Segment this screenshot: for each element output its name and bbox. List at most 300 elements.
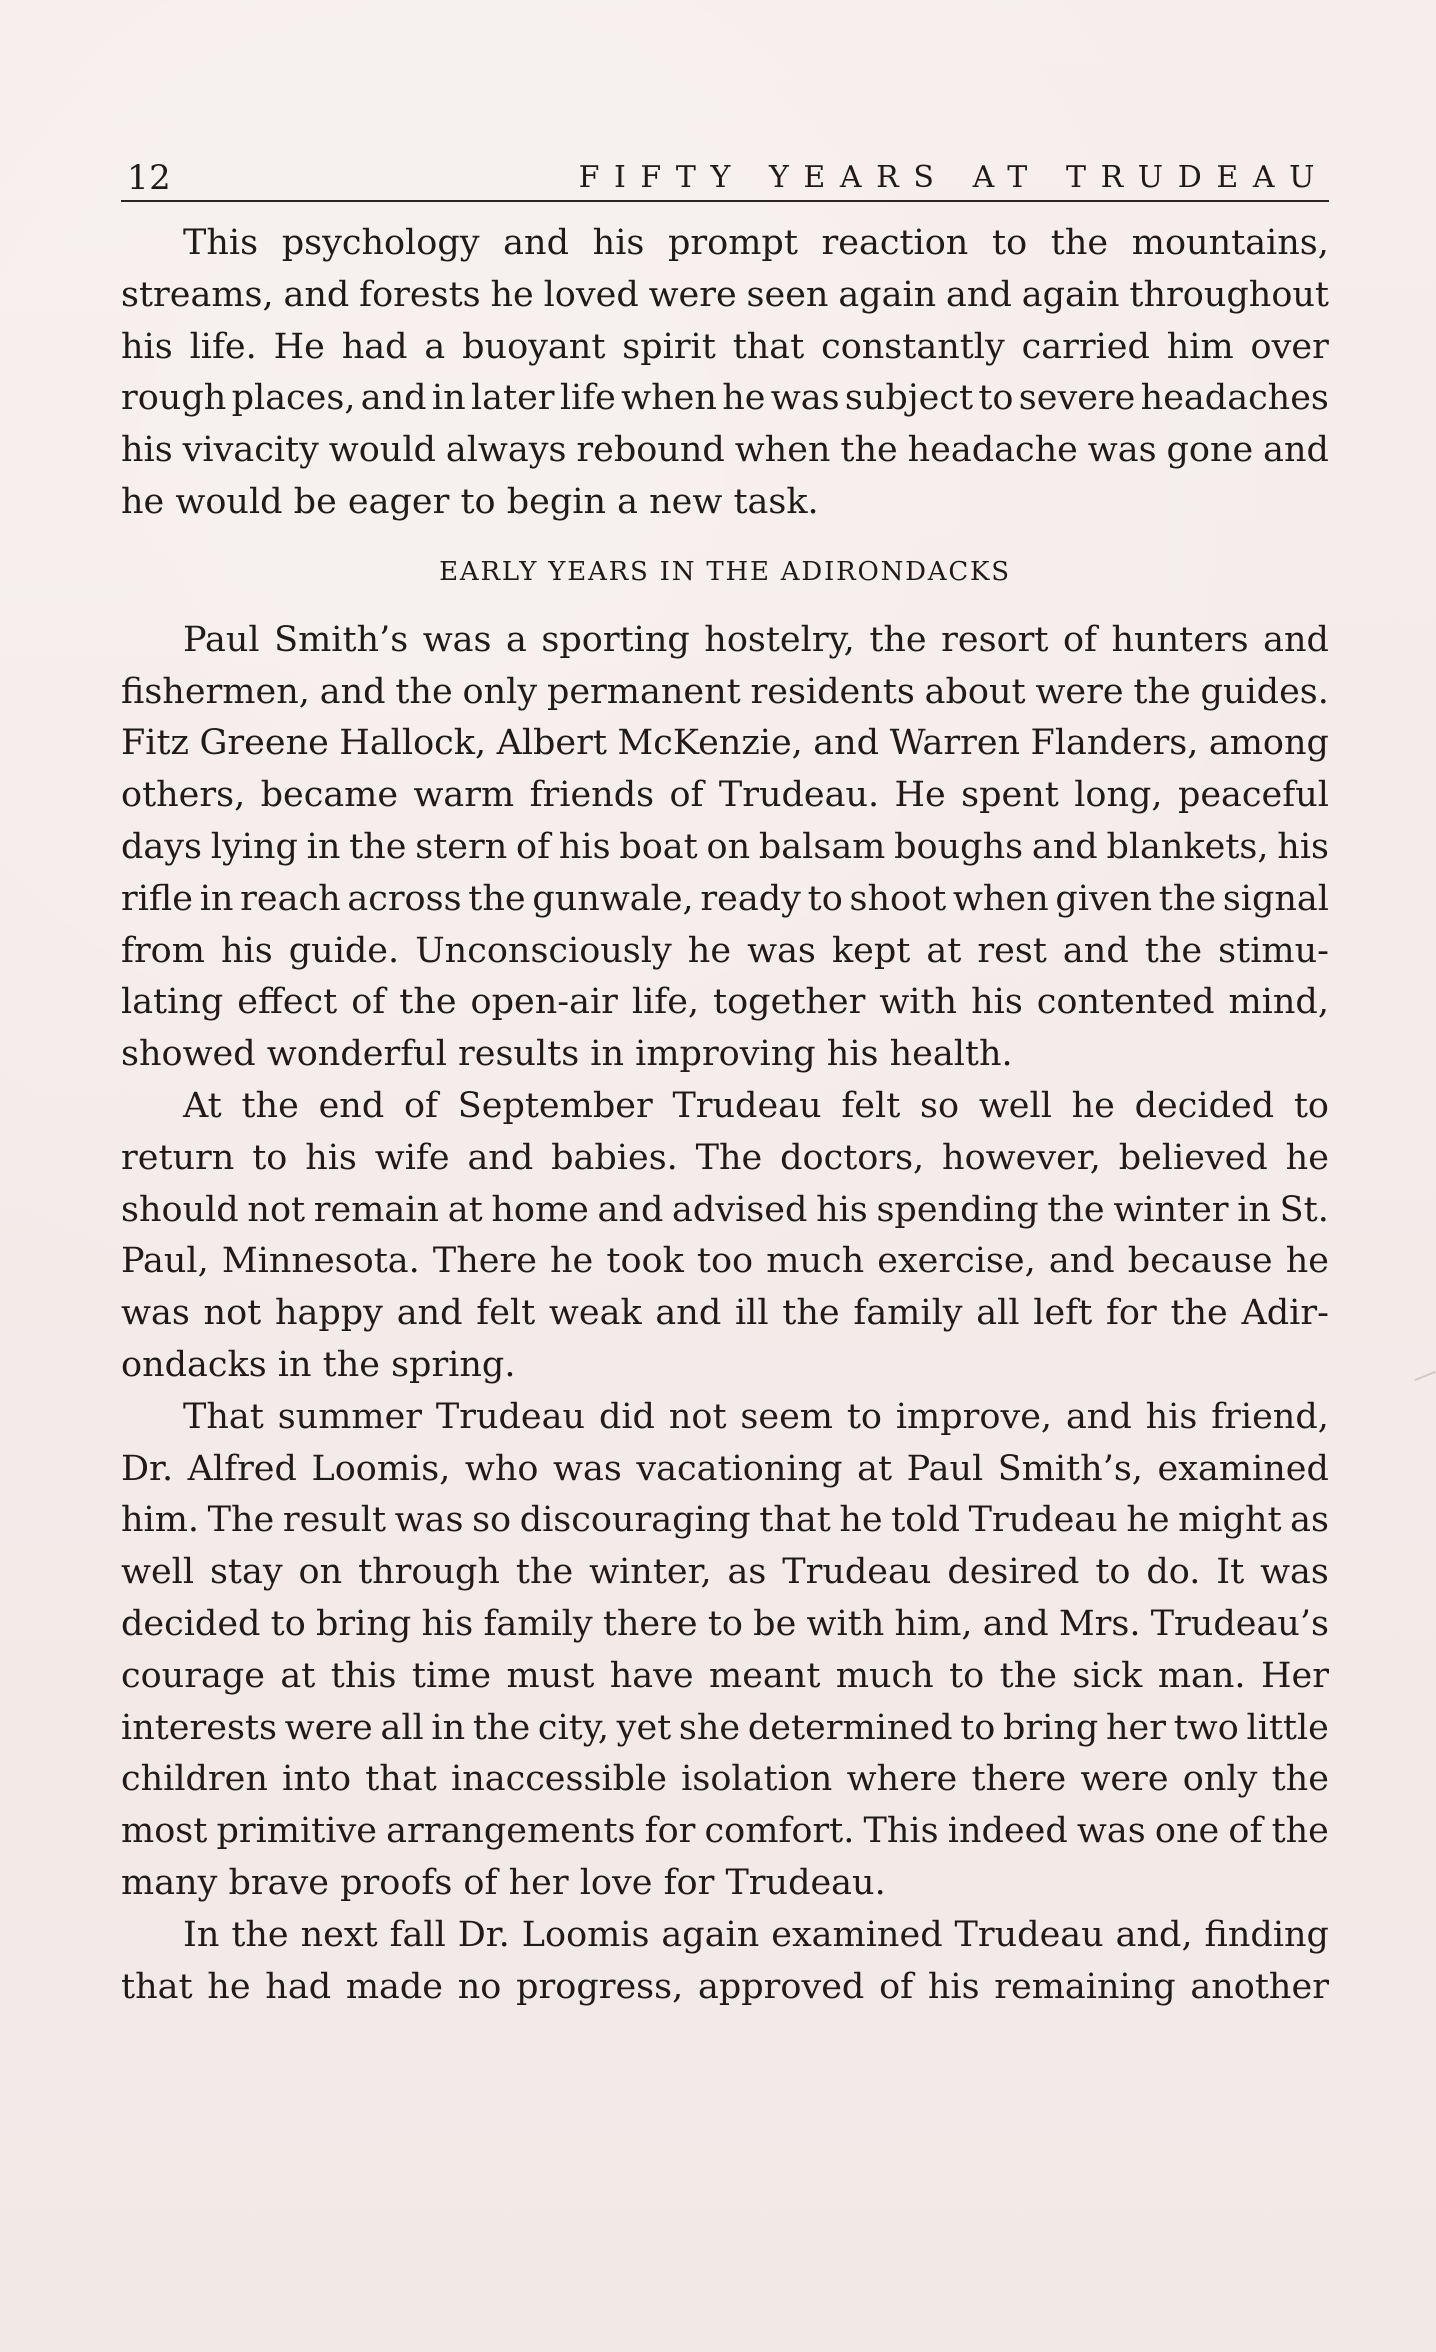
word: fall xyxy=(389,1914,446,1955)
word: his xyxy=(121,326,173,367)
word: This xyxy=(183,223,259,263)
text-line xyxy=(121,1495,1329,1547)
word: friend, xyxy=(1211,1396,1329,1437)
section-heading: EARLY YEARS IN THE ADIRONDACKS xyxy=(439,556,1011,587)
text-line xyxy=(121,718,1329,770)
word: in xyxy=(199,878,234,919)
word: had xyxy=(341,326,408,367)
word: later xyxy=(470,378,555,419)
word: days xyxy=(121,826,203,867)
word: in xyxy=(306,826,341,867)
word: primitive xyxy=(216,1811,377,1852)
word: not xyxy=(668,1396,727,1437)
word: end xyxy=(318,1085,385,1126)
word: time xyxy=(411,1655,492,1696)
paragraph-4 xyxy=(121,1392,1329,1910)
text-line xyxy=(121,1133,1329,1185)
word: inaccessible xyxy=(451,1759,667,1800)
word: not xyxy=(247,1189,306,1230)
word: and xyxy=(1263,430,1329,471)
word: the xyxy=(1158,878,1217,919)
word: babies. xyxy=(551,1137,678,1178)
word: however, xyxy=(942,1137,1101,1178)
word: spending xyxy=(876,1189,1039,1230)
text-line xyxy=(121,977,1329,1029)
word: again xyxy=(661,1914,760,1955)
word: she xyxy=(678,1707,741,1748)
word: he xyxy=(722,378,766,419)
word: life, xyxy=(631,982,700,1023)
word: carried xyxy=(1021,326,1150,367)
word: and xyxy=(1048,1241,1115,1282)
word: headache xyxy=(907,430,1078,471)
word: Trudeau xyxy=(968,1500,1118,1541)
word: him. xyxy=(121,1500,200,1541)
word: were xyxy=(1080,1759,1169,1800)
word: St. xyxy=(1279,1189,1329,1230)
word: was xyxy=(1087,430,1157,471)
word: peaceful xyxy=(1177,775,1329,816)
word: Trudeau xyxy=(954,1914,1104,1955)
word: when xyxy=(621,378,717,419)
word: hunters xyxy=(1111,619,1249,660)
word: of xyxy=(403,1085,439,1126)
word: meant xyxy=(709,1655,821,1696)
text-line xyxy=(121,218,1329,270)
word: of xyxy=(879,1966,914,2007)
word: and xyxy=(467,1137,534,1178)
word: fishermen, xyxy=(121,671,310,712)
word: this xyxy=(330,1655,397,1696)
word: gone xyxy=(1166,430,1254,471)
word: return xyxy=(121,1137,235,1178)
word: to xyxy=(978,378,1014,419)
text-line xyxy=(121,270,1329,322)
text-line xyxy=(121,1858,1329,1910)
text-line xyxy=(121,926,1329,978)
text-line xyxy=(121,1806,1329,1858)
word: long, xyxy=(1074,775,1163,816)
word: result xyxy=(282,1500,387,1541)
text-line xyxy=(121,1340,1329,1392)
word: was xyxy=(747,930,816,971)
word: Loomis xyxy=(521,1914,650,1955)
paragraph-3 xyxy=(121,1081,1329,1392)
word: and xyxy=(396,1293,463,1334)
word: and, xyxy=(1115,1914,1193,1955)
word: Albert xyxy=(496,723,607,764)
word: of xyxy=(351,982,386,1023)
word: should xyxy=(121,1189,239,1230)
word: all xyxy=(380,1707,424,1748)
word: balsam xyxy=(758,826,886,867)
word: the xyxy=(241,1085,299,1126)
word: Greene xyxy=(199,723,329,764)
word: seen xyxy=(746,274,829,315)
word: only xyxy=(1182,1759,1258,1800)
word: was xyxy=(553,1448,622,1489)
word: well xyxy=(978,1085,1052,1126)
word: he xyxy=(687,930,732,971)
word: another xyxy=(1190,1966,1329,2007)
word: buoyant xyxy=(462,326,606,367)
word: examined xyxy=(1157,1448,1329,1489)
word: rebound xyxy=(576,430,725,471)
word: of xyxy=(516,826,551,867)
word: vivacity xyxy=(182,430,319,471)
word: exercise, xyxy=(877,1241,1036,1282)
word: into xyxy=(282,1759,352,1800)
running-head xyxy=(121,156,1329,204)
word: loved xyxy=(543,274,639,315)
word: might xyxy=(1178,1500,1282,1541)
text-line xyxy=(121,1910,1329,1962)
word: two xyxy=(1173,1707,1239,1748)
word: guide. xyxy=(288,930,400,971)
word: his xyxy=(816,1189,868,1230)
word: told xyxy=(891,1500,960,1541)
word: he xyxy=(1285,1137,1329,1178)
word: ready xyxy=(700,878,801,919)
word: as xyxy=(727,1552,767,1593)
word: at xyxy=(926,930,962,971)
word: over xyxy=(1250,326,1329,367)
word: constantly xyxy=(821,326,1005,367)
word: must xyxy=(506,1655,595,1696)
word: permanent xyxy=(546,671,741,712)
word: made xyxy=(345,1966,444,2007)
text-line xyxy=(121,1962,1329,2014)
word: interests xyxy=(121,1707,277,1748)
word: courage xyxy=(121,1655,265,1696)
word: stay xyxy=(209,1552,283,1593)
word: gunwale, xyxy=(532,878,694,919)
word: reach xyxy=(240,878,341,919)
word: winter, xyxy=(589,1552,712,1593)
word: doctors, xyxy=(780,1137,925,1178)
word: This xyxy=(863,1811,939,1852)
text-line xyxy=(121,1599,1329,1651)
word: lying xyxy=(210,826,298,867)
text-line xyxy=(121,425,1329,477)
word: no xyxy=(457,1966,502,2007)
text-line xyxy=(121,322,1329,374)
paragraph-2 xyxy=(121,615,1329,1081)
word: Fitz xyxy=(121,723,189,764)
text-line-content: many brave proofs of her love for Trudeau. xyxy=(121,1862,886,1903)
word: signal xyxy=(1222,878,1329,919)
word: for xyxy=(1105,1293,1157,1334)
word: became xyxy=(260,775,399,816)
word: happy xyxy=(274,1293,383,1334)
word: where xyxy=(846,1759,958,1800)
word: that xyxy=(365,1759,437,1800)
word: Smith’s, xyxy=(997,1448,1143,1489)
text-line xyxy=(121,822,1329,874)
header-rule xyxy=(121,200,1329,202)
word: were xyxy=(1035,671,1124,712)
word: with xyxy=(806,1603,885,1644)
word: that xyxy=(759,1500,831,1541)
text-line xyxy=(121,1703,1329,1755)
word: the xyxy=(869,619,927,660)
word: isolation xyxy=(681,1759,833,1800)
word: of xyxy=(669,775,704,816)
text-line xyxy=(121,1236,1329,1288)
word: to xyxy=(960,1707,996,1748)
word: that xyxy=(121,1966,193,2007)
word: the xyxy=(1144,930,1203,971)
word: about xyxy=(924,671,1026,712)
word: have xyxy=(609,1655,694,1696)
word: in xyxy=(431,1707,466,1748)
word: summer xyxy=(277,1396,423,1437)
word: Trudeau xyxy=(435,1396,586,1437)
word: and xyxy=(946,274,1012,315)
word: streams, xyxy=(121,274,274,315)
word: in xyxy=(1237,1189,1271,1230)
word: a xyxy=(506,619,527,660)
word: his xyxy=(927,1966,980,2007)
word: Flanders, xyxy=(1030,723,1199,764)
word: was xyxy=(121,1293,190,1334)
word: when xyxy=(734,430,831,471)
word: and xyxy=(1062,930,1129,971)
word: life. xyxy=(189,326,257,367)
word: there xyxy=(602,1603,698,1644)
word: he xyxy=(1285,1241,1329,1282)
word: the xyxy=(231,1914,289,1955)
word: Unconsciously xyxy=(415,930,672,971)
word: contented xyxy=(1036,982,1215,1023)
word: approved xyxy=(697,1966,865,2007)
word: was xyxy=(1076,1811,1146,1852)
word: Trudeau. xyxy=(718,775,880,816)
word: who xyxy=(464,1448,539,1489)
word: was xyxy=(422,619,492,660)
word: indeed xyxy=(947,1811,1068,1852)
word: improve, xyxy=(895,1396,1053,1437)
word: to xyxy=(270,1603,306,1644)
word: were xyxy=(284,1707,373,1748)
word: do. xyxy=(1146,1552,1201,1593)
word: psychology xyxy=(281,223,480,263)
word: had xyxy=(265,1966,332,2007)
text-line xyxy=(121,1029,1329,1081)
word: hostelry, xyxy=(704,619,855,660)
word: spirit xyxy=(622,326,716,367)
text-line-content: showed wonderful results in improving his health. xyxy=(121,1034,1013,1075)
word: bring xyxy=(1003,1707,1099,1748)
word: his xyxy=(971,982,1023,1023)
word: the xyxy=(999,1655,1057,1696)
word: That xyxy=(183,1396,264,1437)
word: headaches xyxy=(1140,378,1329,419)
word: warm xyxy=(413,775,515,816)
word: others, xyxy=(121,775,246,816)
word: Paul, xyxy=(121,1241,209,1282)
word: his xyxy=(592,223,645,263)
word: to xyxy=(252,1137,288,1178)
word: took xyxy=(606,1241,684,1282)
word: wife xyxy=(374,1137,450,1178)
word: were xyxy=(648,274,737,315)
word: Paul xyxy=(906,1448,984,1489)
word: arrangements xyxy=(386,1811,636,1852)
word: Loomis, xyxy=(311,1448,451,1489)
word: ill xyxy=(734,1293,769,1334)
word: guides. xyxy=(1200,671,1329,712)
word: to xyxy=(1095,1552,1131,1593)
word: well xyxy=(121,1552,195,1593)
word: lating xyxy=(121,982,224,1023)
word: his xyxy=(1277,826,1329,867)
word: the xyxy=(472,1707,531,1748)
word: at xyxy=(447,1189,483,1230)
word: remaining xyxy=(994,1966,1176,2007)
word: friends xyxy=(529,775,655,816)
word: to xyxy=(707,1603,743,1644)
word: open-air xyxy=(470,982,618,1023)
paragraph-1 xyxy=(121,218,1329,529)
word: home xyxy=(491,1189,589,1230)
word: the xyxy=(1047,1189,1105,1230)
word: He xyxy=(894,775,946,816)
text-line-content: ondacks in the spring. xyxy=(121,1344,516,1385)
word: desired xyxy=(947,1552,1080,1593)
text-line xyxy=(121,1444,1329,1496)
text-line xyxy=(121,1081,1329,1133)
text-line xyxy=(121,477,1329,529)
word: the xyxy=(1050,223,1109,263)
word: the xyxy=(1271,1811,1329,1852)
word: the xyxy=(1170,1293,1228,1334)
word: The xyxy=(695,1137,763,1178)
word: The xyxy=(207,1500,275,1541)
word: he xyxy=(1126,1500,1170,1541)
text-line xyxy=(121,1651,1329,1703)
word: examined xyxy=(771,1914,943,1955)
word: believed xyxy=(1118,1137,1268,1178)
word: remain xyxy=(313,1189,440,1230)
word: again xyxy=(1021,274,1120,315)
word: to xyxy=(949,1655,985,1696)
word: residents xyxy=(750,671,915,712)
word: sporting xyxy=(541,619,690,660)
word: given xyxy=(1055,878,1153,919)
word: Dr. xyxy=(121,1448,174,1489)
word: man. xyxy=(1157,1655,1246,1696)
text-line xyxy=(121,1547,1329,1599)
word: the xyxy=(468,878,526,919)
word: Minnesota. xyxy=(221,1241,420,1282)
word: that xyxy=(732,326,805,367)
word: severe xyxy=(1018,378,1136,419)
word: was xyxy=(1260,1552,1329,1593)
word: when xyxy=(952,878,1049,919)
text-line xyxy=(121,874,1329,926)
paper-edge-mark xyxy=(1414,1371,1435,1381)
word: was xyxy=(770,378,840,419)
word: and xyxy=(1031,826,1098,867)
text-line xyxy=(121,1288,1329,1340)
word: decided xyxy=(121,1603,261,1644)
word: subject xyxy=(844,378,974,419)
word: to xyxy=(1293,1085,1329,1126)
paragraph-5 xyxy=(121,1910,1329,2014)
word: next xyxy=(300,1914,378,1955)
word: on xyxy=(298,1552,343,1593)
word: He xyxy=(273,326,325,367)
word: throughout xyxy=(1129,274,1329,315)
word: the xyxy=(399,982,457,1023)
word: he xyxy=(207,1966,251,2007)
word: his xyxy=(121,430,173,471)
word: felt xyxy=(476,1293,536,1334)
text-line xyxy=(121,615,1329,667)
word: stern xyxy=(415,826,508,867)
word: only xyxy=(462,671,538,712)
word: winter xyxy=(1113,1189,1229,1230)
word: of xyxy=(1062,619,1097,660)
word: the xyxy=(349,826,407,867)
text-line-content: he would be eager to begin a new task. xyxy=(121,481,819,522)
word: children xyxy=(121,1759,268,1800)
word: be xyxy=(753,1603,797,1644)
word: to xyxy=(992,223,1028,263)
word: comfort. xyxy=(704,1811,855,1852)
word: he xyxy=(490,274,534,315)
word: his xyxy=(221,930,273,971)
body-text xyxy=(121,218,1329,2013)
word: September xyxy=(457,1085,653,1126)
word: felt xyxy=(841,1085,901,1126)
word: in xyxy=(431,378,466,419)
word: so xyxy=(920,1085,960,1126)
word: his xyxy=(421,1603,474,1644)
word: a xyxy=(424,326,446,367)
word: seem xyxy=(740,1396,833,1437)
word: to xyxy=(846,1396,882,1437)
word: rest xyxy=(977,930,1047,971)
word: with xyxy=(879,982,958,1023)
word: forests xyxy=(359,274,481,315)
word: him xyxy=(1166,326,1234,367)
word: finding xyxy=(1204,1914,1329,1955)
word: together xyxy=(713,982,866,1023)
word: her xyxy=(1105,1707,1166,1748)
word: discouraging xyxy=(519,1500,751,1541)
word: prompt xyxy=(668,223,798,263)
word: was xyxy=(394,1500,464,1541)
word: resort xyxy=(941,619,1049,660)
word: on xyxy=(706,826,751,867)
text-line xyxy=(121,373,1329,425)
word: one xyxy=(1154,1811,1220,1852)
word: so xyxy=(472,1500,512,1541)
page-number: 12 xyxy=(127,158,172,198)
word: through xyxy=(358,1552,500,1593)
word: of xyxy=(1228,1811,1263,1852)
word: as xyxy=(1290,1500,1329,1541)
word: There xyxy=(432,1241,537,1282)
word: vacationing xyxy=(636,1448,843,1489)
word: and xyxy=(655,1293,722,1334)
word: him, xyxy=(894,1603,973,1644)
word: across xyxy=(347,878,462,919)
word: boughs xyxy=(894,826,1024,867)
word: Trudeau’s xyxy=(1150,1603,1329,1644)
